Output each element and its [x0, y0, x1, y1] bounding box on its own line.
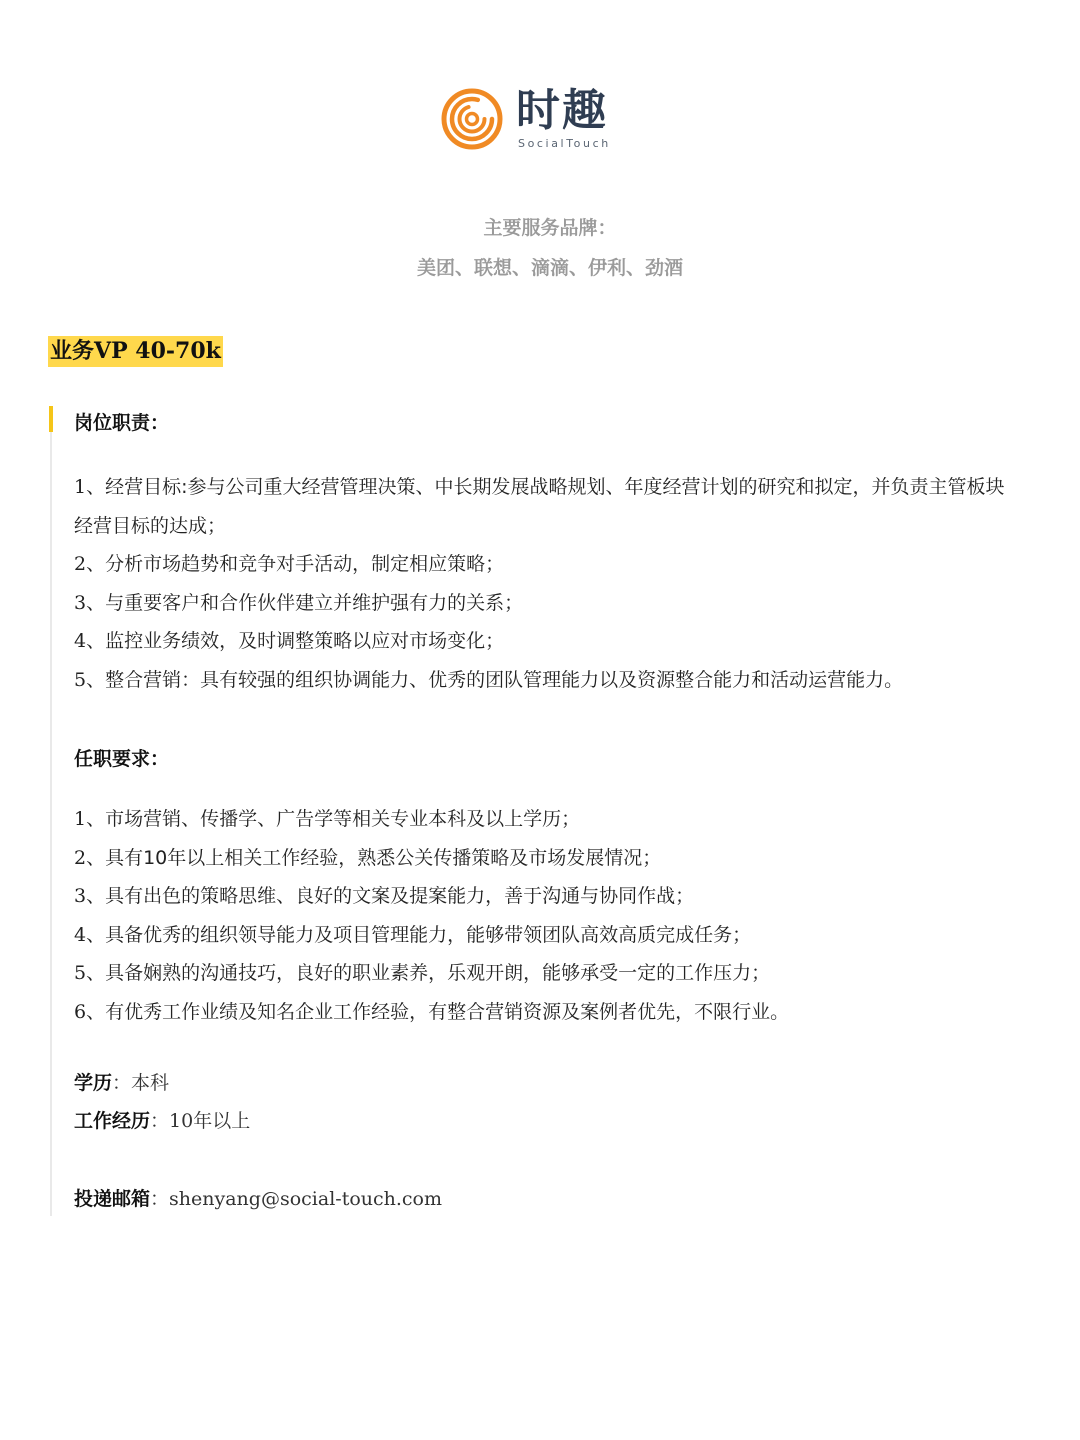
list-item: 2、分析市场趋势和竞争对手活动，制定相应策略；	[74, 553, 505, 576]
logo-wordmark: 时趣	[516, 85, 608, 136]
logo-subtitle: SocialTouch	[518, 137, 611, 150]
education-value: 本科	[131, 1072, 170, 1094]
list-item: 4、监控业务绩效，及时调整策略以应对市场变化；	[74, 630, 505, 653]
email-row: 投递邮箱：shenyang@social-touch.com	[74, 1188, 443, 1210]
list-item: 1、经营目标:参与公司重大经营管理决策、中长期发展战略规划、年度经营计划的研究和拟定，并负责主管板块经营目标的达成；	[74, 476, 1005, 537]
education-label: 学历	[74, 1072, 113, 1094]
job-title: 业务VP 40-70k	[48, 336, 223, 367]
list-item: 6、有优秀工作业绩及知名企业工作经验，有整合营销资源及案例者优先，不限行业。	[74, 1000, 790, 1023]
responsibilities-list	[74, 468, 1014, 700]
list-item: 4、具备优秀的组织领导能力及项目管理能力，能够带领团队高效高质完成任务；	[74, 923, 752, 946]
list-item: 3、具有出色的策略思维、良好的文案及提案能力，善于沟通与协同作战；	[74, 885, 695, 908]
list-item: 2、具有10年以上相关工作经验，熟悉公关传播策略及市场发展情况；	[74, 846, 662, 869]
email-label: 投递邮箱	[74, 1188, 151, 1210]
brands-heading: 主要服务品牌：	[483, 217, 617, 239]
requirements-heading: 任职要求：	[74, 748, 170, 770]
list-item: 5、具备娴熟的沟通技巧，良好的职业素养，乐观开朗，能够承受一定的工作压力；	[74, 962, 771, 985]
experience-value: 10年以上	[169, 1110, 251, 1132]
list-item: 3、与重要客户和合作伙伴建立并维护强有力的关系；	[74, 591, 524, 614]
experience-row: 工作经历：10年以上	[74, 1110, 251, 1132]
section-rule-accent	[49, 406, 53, 432]
section-rule	[50, 406, 52, 1216]
list-item: 5、整合营销：具有较强的组织协调能力、优秀的团队管理能力以及资源整合能力和活动运营能力。	[74, 668, 904, 691]
responsibilities-heading: 岗位职责：	[74, 412, 170, 434]
list-item: 1、市场营销、传播学、广告学等相关专业本科及以上学历；	[74, 808, 581, 830]
experience-label: 工作经历	[74, 1110, 151, 1132]
brands-list: 美团、联想、滴滴、伊利、劲酒	[416, 257, 683, 279]
email-value[interactable]: shenyang@social-touch.com	[169, 1188, 443, 1210]
education-row: 学历：本科	[74, 1072, 170, 1094]
requirements-list	[74, 800, 1014, 1032]
